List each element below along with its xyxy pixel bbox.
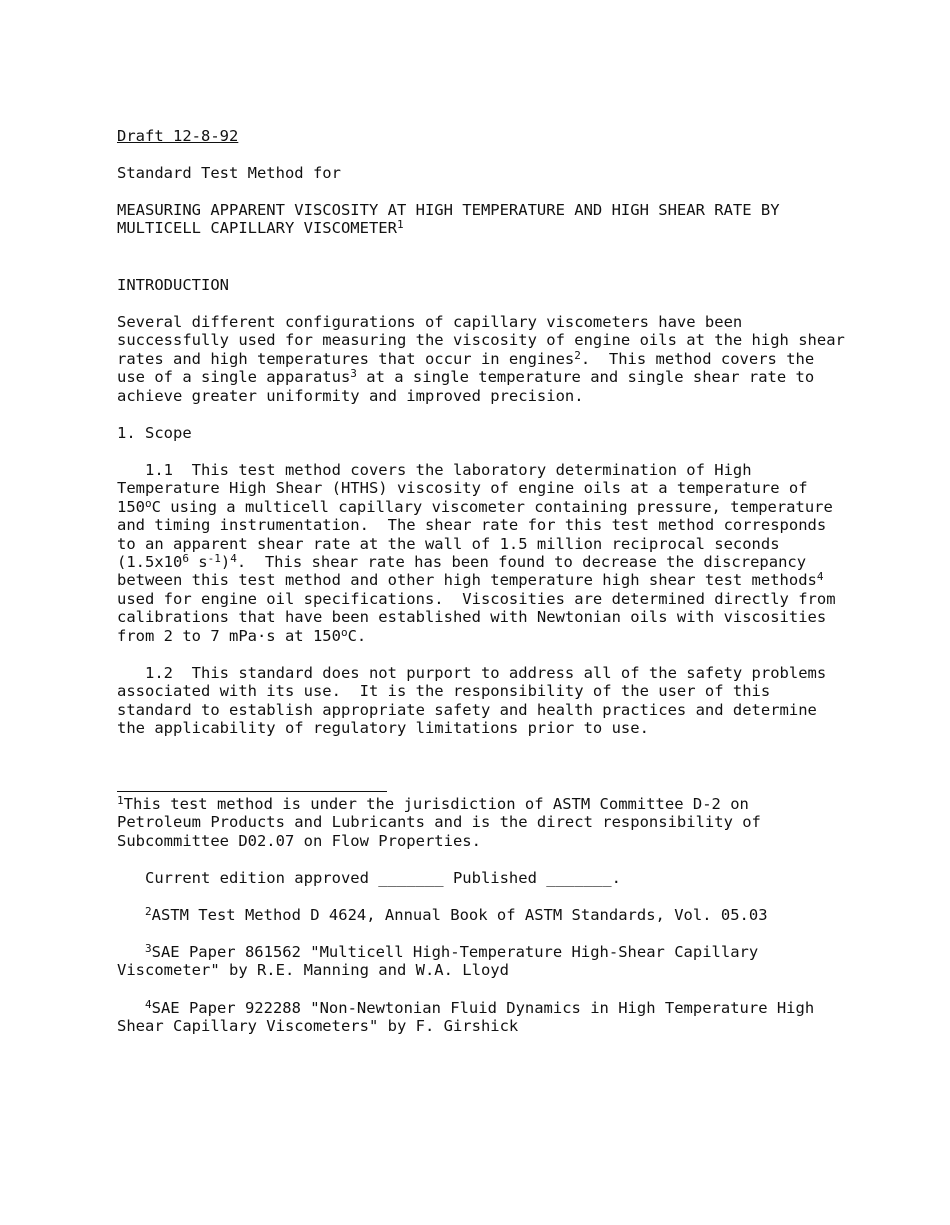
title-line-1: MEASURING APPARENT VISCOSITY AT HIGH TEMPERATURE AND HIGH SHEAR RATE BY <box>117 201 780 219</box>
footnote-mark: 4 <box>145 998 152 1011</box>
footnote-line: Subcommittee D02.07 on Flow Properties. <box>117 831 481 850</box>
intro-paragraph <box>117 313 917 405</box>
footnote-line: This test method is under the jurisdiction of ASTM Committee D-2 on <box>123 795 749 813</box>
footnote-4 <box>117 999 917 1036</box>
footnote-2 <box>117 906 917 924</box>
scope-line: associated with its use. It is the responsibility of the user of this <box>117 682 771 701</box>
footnote-ref-4: 4 <box>230 552 237 566</box>
scope-paragraph-1-1 <box>117 461 917 645</box>
scope-line: 1.2 This standard does not purport to address all of the safety problems <box>117 664 827 682</box>
intro-line: at a single temperature and single shear rate to <box>356 368 815 387</box>
draft-date: Draft 12-8-92 <box>117 127 239 145</box>
scope-line: 150 <box>117 497 145 516</box>
intro-line: Several different configurations of capillary viscometers have been <box>117 313 743 331</box>
scope-line: s <box>188 553 208 572</box>
footnote-ref-1: 1 <box>396 218 404 232</box>
title-line-2: MULTICELL CAPILLARY VISCOMETER <box>117 219 397 238</box>
scope-line: the applicability of regulatory limitations prior to use. <box>117 719 649 738</box>
footnote-mark: 1 <box>117 794 124 807</box>
footnote-line: Petroleum Products and Lubricants and is the direct responsibility of <box>117 813 761 832</box>
scope-line: C. <box>347 626 367 645</box>
document-title <box>117 201 917 238</box>
footnote-ref-2: 2 <box>574 348 581 362</box>
footnote-ref-3: 3 <box>350 367 357 381</box>
footnote-ref-4: 4 <box>816 570 824 584</box>
scope-line: from 2 to 7 mPa·s at 150 <box>117 626 341 645</box>
scope-line: calibrations that have been established with Newtonian oils with viscosities <box>117 608 827 627</box>
degree-mark: o <box>145 496 152 510</box>
footnote-1 <box>117 795 917 850</box>
scope-line: . This shear rate has been found to decrease the discrepancy <box>236 553 807 572</box>
scope-line: between this test method and other high temperature high shear test methods <box>117 571 817 590</box>
exponent: -1 <box>207 552 221 566</box>
footnote-3 <box>117 943 917 980</box>
footnote-line: ASTM Test Method D 4624, Annual Book of ASTM Standards, Vol. 05.03 <box>151 906 768 924</box>
scope-paragraph-1-2 <box>117 664 917 738</box>
intro-line: achieve greater uniformity and improved precision. <box>117 386 584 405</box>
intro-line: . This method covers the <box>580 349 815 368</box>
footnote-separator <box>117 791 387 792</box>
edition-note: Current edition approved _______ Published _______. <box>117 869 621 887</box>
scope-heading: 1. Scope <box>117 424 192 442</box>
intro-line: successfully used for measuring the viscosity of engine oils at the high shear <box>117 331 845 350</box>
footnote-line: SAE Paper 922288 "Non-Newtonian Fluid Dynamics in High Temperature High <box>151 999 815 1017</box>
intro-line: use of a single apparatus <box>117 368 351 387</box>
scope-line: used for engine oil specifications. Viscosities are determined directly from <box>117 589 836 608</box>
scope-line: ) <box>220 553 231 572</box>
scope-line: and timing instrumentation. The shear rate for this test method corresponds <box>117 516 827 535</box>
scope-line: C using a multicell capillary viscometer containing pressure, temperature <box>151 497 833 516</box>
degree-mark: o <box>340 625 348 639</box>
scope-line: to an apparent shear rate at the wall of 1.5 million reciprocal seconds <box>117 534 780 553</box>
footnote-mark: 2 <box>145 905 152 918</box>
footnote-line: SAE Paper 861562 "Multicell High-Temperature High-Shear Capillary <box>151 943 759 961</box>
footnote-mark: 3 <box>145 942 152 955</box>
exponent: 6 <box>182 552 189 566</box>
scope-line: Temperature High Shear (HTHS) viscosity of engine oils at a temperature of <box>117 479 808 498</box>
scope-line: 1.1 This test method covers the laboratory determination of High <box>117 461 752 479</box>
footnote-line: Shear Capillary Viscometers" by F. Girshick <box>117 1017 519 1036</box>
intro-line: rates and high temperatures that occur in engines <box>117 349 575 368</box>
document-kicker: Standard Test Method for <box>117 164 341 182</box>
scope-line: (1.5x10 <box>117 553 183 572</box>
intro-heading: INTRODUCTION <box>117 276 229 294</box>
footnote-line: Viscometer" by R.E. Manning and W.A. Lloyd <box>117 961 509 980</box>
scope-line: standard to establish appropriate safety and health practices and determine <box>117 700 817 719</box>
